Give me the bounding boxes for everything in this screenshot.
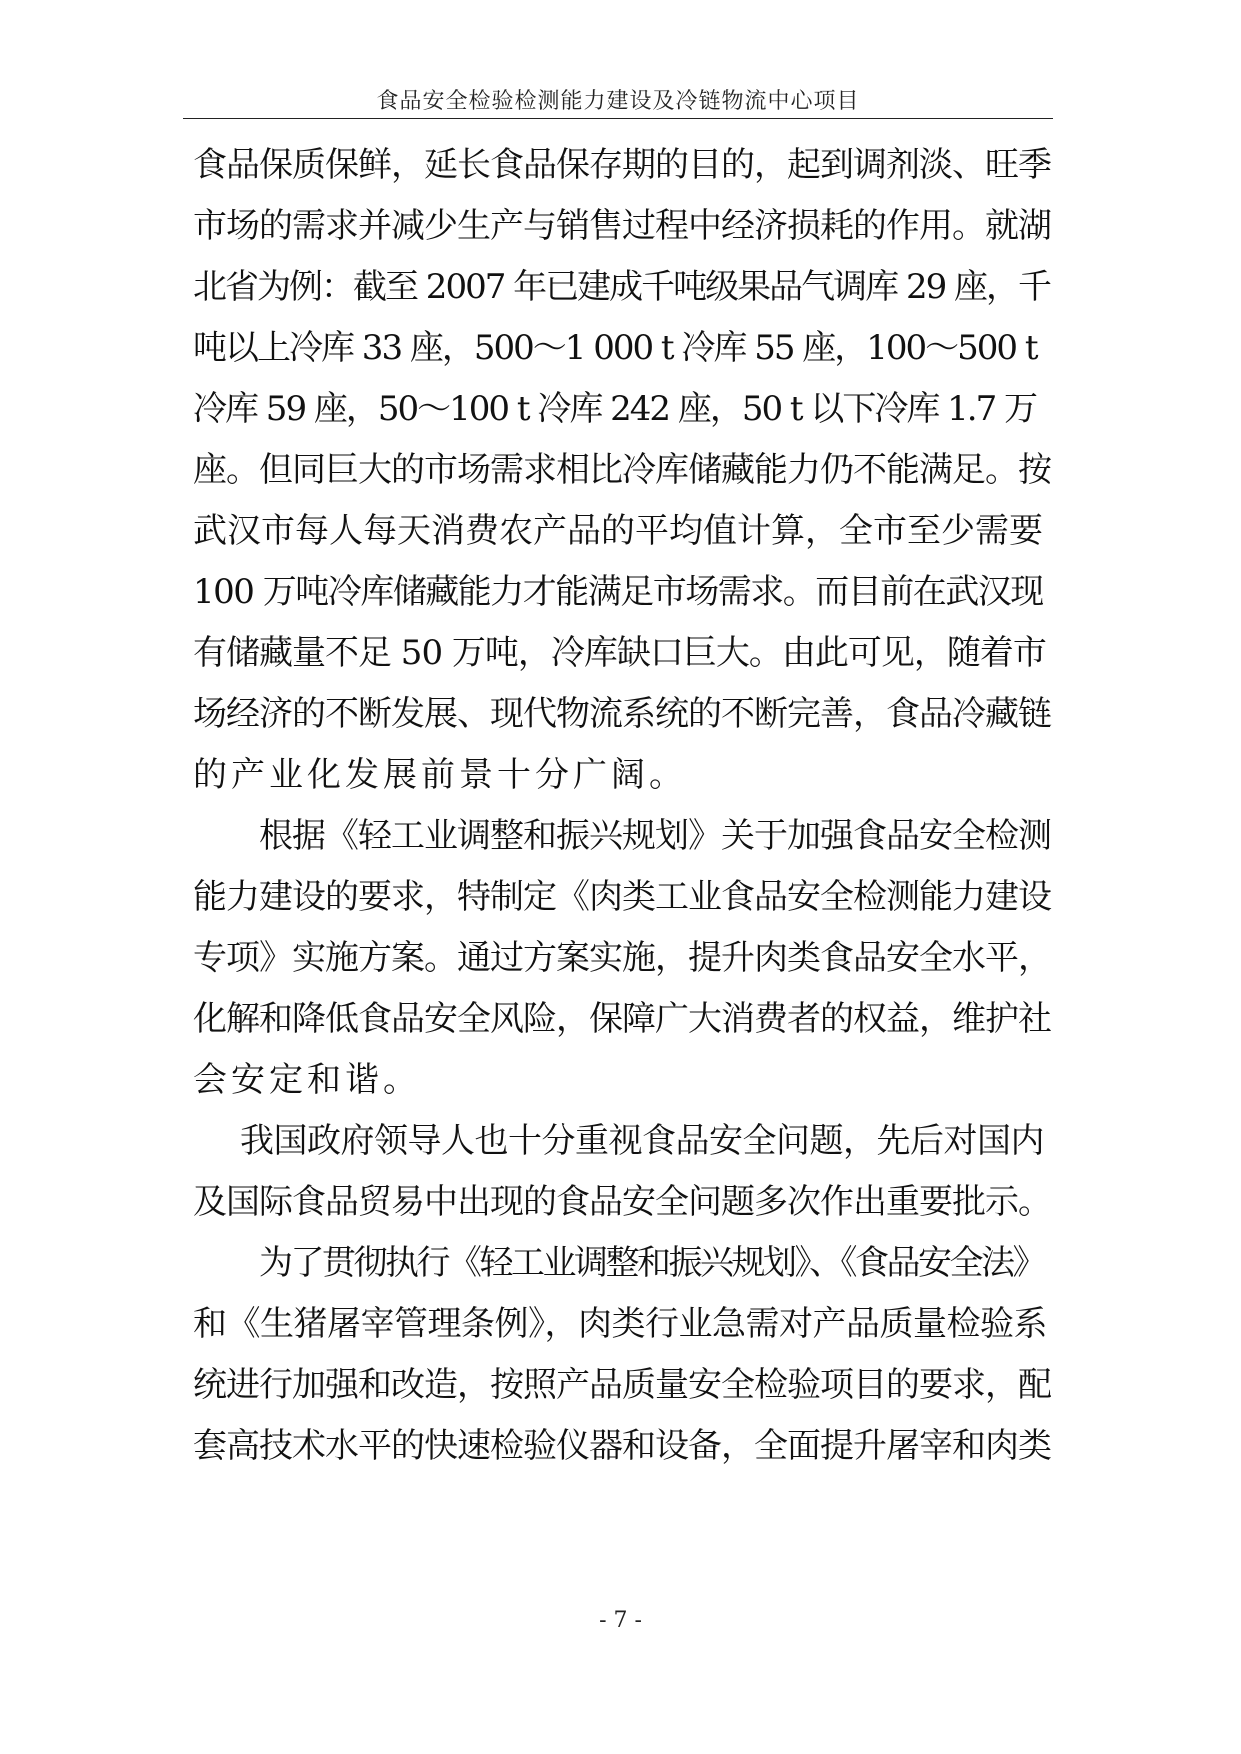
text-line: 根据《轻工业调整和振兴规划》关于加强食品安全检测 <box>259 816 1051 856</box>
text-line: 专项》实施方案。通过方案实施，提升肉类食品安全水平， <box>193 938 1051 978</box>
text-line: 100 万吨冷库储藏能力才能满足市场需求。而目前在武汉现 <box>193 572 1043 612</box>
running-header: 食品安全检验检测能力建设及冷链物流中心项目 <box>376 89 860 114</box>
text-line: 市场的需求并减少生产与销售过程中经济损耗的作用。就湖 <box>193 206 1051 246</box>
text-line: 及国际食品贸易中出现的食品安全问题多次作出重要批示。 <box>193 1182 1051 1222</box>
text-line: 能力建设的要求，特制定《肉类工业食品安全检测能力建设 <box>193 877 1051 917</box>
text-line: 套高技术水平的快速检验仪器和设备，全面提升屠宰和肉类 <box>193 1426 1051 1466</box>
text-line: 的产业化发展前景十分广阔。 <box>193 755 687 795</box>
text-line: 冷库 59 座，50～100 t 冷库 242 座，50 t 以下冷库 1.7 万 <box>193 389 1037 429</box>
text-line: 会安定和谐。 <box>193 1060 421 1100</box>
text-line: 和《生猪屠宰管理条例》，肉类行业急需对产品质量检验系 <box>193 1304 1047 1344</box>
text-line: 武汉市每人每天消费农产品的平均值计算，全市至少需要 <box>193 511 1043 551</box>
text-line: 化解和降低食品安全风险，保障广大消费者的权益，维护社 <box>193 999 1051 1039</box>
text-line: 食品保质保鲜，延长食品保存期的目的，起到调剂淡、旺季 <box>193 145 1051 185</box>
text-line: 为了贯彻执行《轻工业调整和振兴规划》、《食品安全法》 <box>259 1243 1044 1283</box>
header-divider <box>183 118 1053 119</box>
text-line: 座。但同巨大的市场需求相比冷库储藏能力仍不能满足。按 <box>193 450 1051 490</box>
page-number: - 7 - <box>599 1608 642 1633</box>
text-line: 有储藏量不足 50 万吨，冷库缺口巨大。由此可见，随着市 <box>193 633 1046 673</box>
text-line: 北省为例：截至 2007 年已建成千吨级果品气调库 29 座，千 <box>193 267 1051 307</box>
text-line: 我国政府领导人也十分重视食品安全问题，先后对国内 <box>240 1121 1044 1161</box>
text-line: 吨以上冷库 33 座，500～1 000 t 冷库 55 座，100～500 t <box>193 328 1037 368</box>
text-line: 统进行加强和改造，按照产品质量安全检验项目的要求，配 <box>193 1365 1051 1405</box>
text-line: 场经济的不断发展、现代物流系统的不断完善，食品冷藏链 <box>193 694 1051 734</box>
